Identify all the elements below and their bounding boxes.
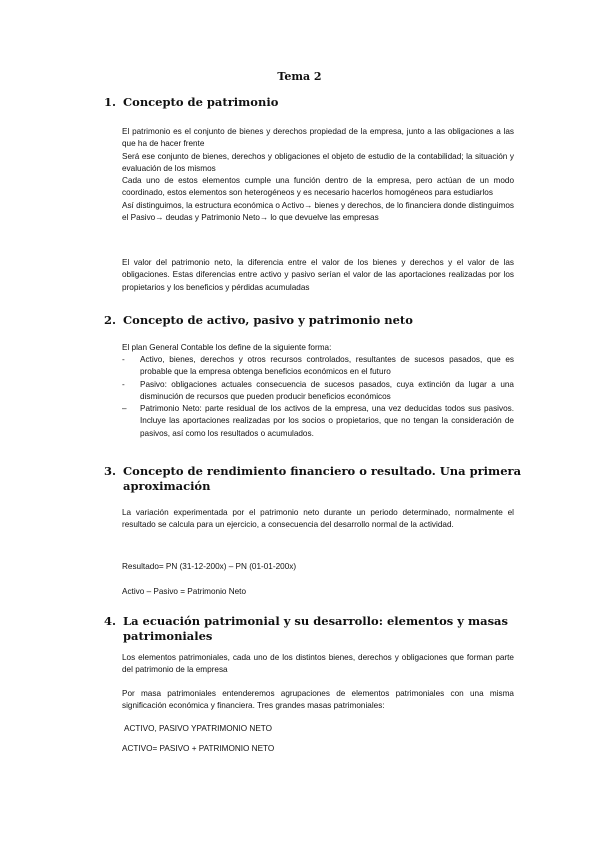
section-4-body-1 xyxy=(122,652,514,677)
masas-line: ACTIVO, PASIVO YPATRIMONIO NETO xyxy=(124,724,273,733)
list-item-text: Activo, bienes, derechos y otros recursos controlados, resultantes de sucesos pasados, que es probable que la empresa obtenga beneficios económicos en el futuro xyxy=(140,355,514,377)
section-number: 4. xyxy=(104,614,117,628)
paragraph: El valor del patrimonio neto, la diferencia entre el valor de los bienes y derechos y el valor de las obligaciones. Estas diferencias entre activo y pasivo serían el valor de las aportaciones realizadas por los propietarios y los beneficios y pérdidas acumuladas xyxy=(122,258,514,292)
paragraph: Será ese conjunto de bienes, derechos y obligaciones el objeto de estudio de la contabilidad; la situación y evaluación de los mismos xyxy=(122,151,514,173)
bullet: - xyxy=(122,355,125,364)
formula-resultado: Resultado= PN (31-12-200x) – PN (01-01-200x) xyxy=(122,562,297,571)
formula-ecuacion: Activo – Pasivo = Patrimonio Neto xyxy=(122,587,247,596)
list-item xyxy=(122,403,514,440)
section-3-heading xyxy=(104,464,524,494)
list-item xyxy=(122,379,514,404)
section-number: 1. xyxy=(104,95,117,109)
section-4-body-2 xyxy=(122,688,514,713)
section-1-body xyxy=(122,126,514,224)
section-title: Concepto de patrimonio xyxy=(123,95,279,109)
bullet: – xyxy=(122,404,127,414)
section-title: La ecuación patrimonial y su desarrollo: elementos y masas patrimoniales xyxy=(123,614,508,643)
section-1-heading xyxy=(104,95,524,110)
section-number: 3. xyxy=(104,464,117,478)
section-2-intro xyxy=(122,342,514,354)
page-title: Tema 2 xyxy=(277,70,322,83)
list-item-text: Pasivo: obligaciones actuales consecuencia de sucesos pasados, cuya extinción da lugar a una disminución de recursos que pueden producir beneficios económicos xyxy=(140,379,514,401)
section-4-heading xyxy=(104,614,524,644)
section-number: 2. xyxy=(104,313,117,327)
section-2-list xyxy=(122,354,514,440)
section-title: Concepto de rendimiento financiero o resultado. Una primera aproximación xyxy=(123,464,522,493)
paragraph: Cada uno de estos elementos cumple una función dentro de la empresa, pero actúan de un modo coordinado, estos elementos son heterogéneos y es necesario hacerlos homogéneos para estudiarlos xyxy=(122,176,514,198)
paragraph: El patrimonio es el conjunto de bienes y derechos propiedad de la empresa, junto a las obligaciones a las que ha de hacer frente xyxy=(122,127,514,149)
paragraph: El plan General Contable los define de la siguiente forma: xyxy=(122,343,332,352)
bullet: - xyxy=(122,379,125,389)
list-item-text: Patrimonio Neto: parte residual de los activos de la empresa, una vez deducidas todos sus pasivos. Incluye las aportaciones realizadas por los socios o propietarios, que no tengan la consideración de pasivos, así como los resultados o acumulados. xyxy=(140,404,514,438)
section-2-heading xyxy=(104,313,524,328)
list-item xyxy=(122,354,514,379)
section-title: Concepto de activo, pasivo y patrimonio neto xyxy=(123,313,413,327)
ecuacion-line: ACTIVO= PASIVO + PATRIMONIO NETO xyxy=(122,744,275,753)
section-3-body xyxy=(122,507,514,532)
paragraph: Los elementos patrimoniales, cada uno de los distintos bienes, derechos y obligaciones que forman parte del patrimonio de la empresa xyxy=(122,653,514,675)
section-1-body-2 xyxy=(122,257,514,294)
paragraph: Por masa patrimoniales entenderemos agrupaciones de elementos patrimoniales con una misma significación económica y financiera. Tres grandes masas patrimoniales: xyxy=(122,689,514,711)
paragraph: Así distinguimos, la estructura económica o Activo→ bienes y derechos, de lo financiera donde distinguimos el Pasivo→ deudas y Patrimonio Neto→ lo que devuelve las empresas xyxy=(122,200,514,223)
paragraph: La variación experimentada por el patrimonio neto durante un periodo determinado, normalmente el resultado se calcula para un ejercicio, a consecuencia del desarrollo normal de la actividad. xyxy=(122,508,514,530)
